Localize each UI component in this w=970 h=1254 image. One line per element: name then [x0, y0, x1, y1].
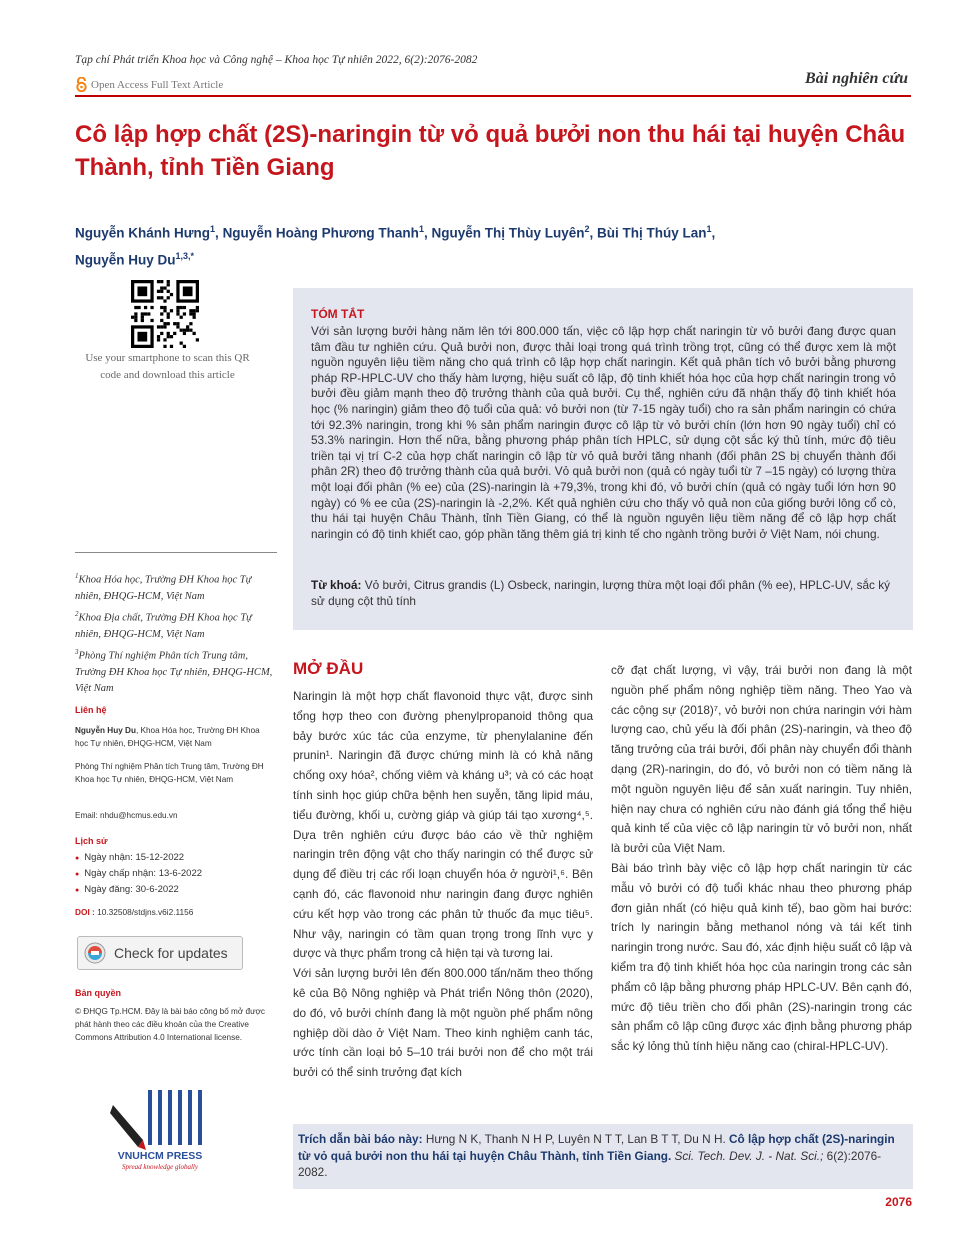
- history-heading: Lịch sử: [75, 836, 108, 846]
- intro-column-1: [293, 687, 593, 1083]
- contact-person: Nguyễn Huy Du, Khoa Hóa học, Trường ĐH Khoa học Tự nhiên, ĐHQG-HCM, Việt Nam: [75, 726, 260, 748]
- copyright-text: © ĐHQG Tp.HCM. Đây là bài báo công bố mở được phát hành theo các điều khoản của the Creative Commons Attribution 4.0 International license.: [75, 1007, 266, 1042]
- intro-paragraph-4: Bài báo trình bày việc cô lập hợp chất naringin từ các mẫu vỏ bưởi có độ tuổi khác nhau theo phương pháp đơn giản nhất (có hiệu quả kinh tế), bao gồm hai bước: trích ly naringin bằng methanol nóng và tái kết tinh naringin trong nước. Sau đó, xác định hiệu suất cô lập và kiểm tra độ tinh khiết hóa học của naringin trong các sản phẩm cô lập bằng phương pháp HPLC-UV. Bên cạnh đó, mức độ tiêu triền cho đối phân (2S)-naringin trong các sản phẩm cô lập cũng được xác định bằng phương pháp sắc ký lỏng thủ tính hiệu năng cao (chiral-HPLC-UV).: [611, 860, 912, 1054]
- published-date: ● Ngày đăng: 30-6-2022: [75, 882, 202, 898]
- accepted-date: ● Ngày chấp nhận: 13-6-2022: [75, 866, 202, 882]
- author-name: Nguyễn Khánh Hưng: [75, 225, 211, 241]
- author-affiliation-mark: 1: [706, 224, 712, 234]
- page-number: 2076: [885, 1195, 912, 1209]
- article-title: Cô lập hợp chất (2S)-naringin từ vỏ quả bưởi non thu hái tại huyện Châu Thành, tỉnh Tiền Giang: [75, 121, 906, 181]
- contact-lab: Phòng Thí nghiệm Phân tích Trung tâm, Trường ĐH Khoa học Tự nhiên, ĐHQG-HCM, Việt Nam: [75, 762, 264, 784]
- open-access-text: Open Access Full Text Article: [91, 78, 224, 91]
- author-name: Bùi Thị Thúy Lan: [597, 225, 707, 241]
- author-name: Nguyễn Huy Du: [75, 252, 176, 267]
- copyright-heading: Bản quyền: [75, 988, 122, 998]
- header-divider: [75, 95, 911, 97]
- intro-paragraph-3: cỡ đạt chất lượng, vì vậy, trái bưởi non đang là một nguồn phế phẩm nông nghiệp tiềm năng. Theo Yao và các cộng sự (2018)⁷, vỏ bưởi non chứa naringin với hàm lượng cao, chủ yếu là đối phân (2S)-naringin, và theo độ tăng trưởng của trái bưởi, đối phân này chuyển đổi thành dạng (2R)-naringin, do đó, vỏ bưởi non có tiềm năng là một nguồn nguyên liệu để sản xuất naringin. Tuy nhiên, hiện nay chưa có nghiên cứu nào đánh giá tổng thể hiệu quả kinh tế của việc cô lập naringin từ vỏ bưởi non, nhất là bưởi của Việt Nam.: [611, 663, 912, 856]
- journal-citation: Tạp chí Phát triển Khoa học và Công nghệ – Khoa học Tự nhiên 2022, 6(2):2076-2082: [75, 54, 478, 66]
- keywords: [311, 578, 896, 609]
- author-list: Nguyễn Khánh Hưng$^1$, Nguyễn Hoàng Phương Thanh$^1$, Nguyễn Thị Thùy Luyên$^2$, Bùi Thị Thúy Lan$^1$, Nguyễn Huy $Du^{1,3,*}$: [75, 224, 716, 267]
- keywords-label: Từ khoá:: [311, 578, 362, 592]
- citation-text: Trích dẫn bài báo này: Hưng N K, Thanh N H P, Luyên N T T, Lan B T T, Du N H. Cô lập hợp chất (2S)-naringin từ vỏ quả bưởi non thu hái tại huyện Châu Thành, tỉnh Tiền Giang. Sci. Tech. Dev. J. - Nat. Sci.; 6(2):2076-2082.: [298, 1132, 895, 1179]
- author-affiliation-mark: 1,3,*: [175, 250, 195, 261]
- author-name: Nguyễn Thị Thùy Luyên: [431, 225, 585, 241]
- contact-email[interactable]: Email: nhdu@hcmus.edu.vn: [75, 811, 178, 820]
- sidebar-divider: [75, 552, 277, 553]
- affiliation-1: $^1$Khoa Hóa học, Trường ĐH Khoa học Tự nhiên, ĐHQG-HCM, Việt Nam: [75, 572, 252, 602]
- check-for-updates-label: Check for updates: [114, 945, 228, 961]
- author-affiliation-mark: 2: [584, 224, 590, 234]
- affiliation-2: $^2$Khoa Địa chất, Trường ĐH Khoa học Tự nhiên, ĐHQG-HCM, Việt Nam: [75, 610, 252, 640]
- qr-code[interactable]: [131, 280, 199, 348]
- intro-paragraph-1: Naringin là một hợp chất flavonoid thực vật, được sinh tổng hợp theo con đường phenylpropanoid thông qua bảy bước xúc tác của enzyme, từ phenylalanine đến prunin¹. Naringin đã được chứng minh là có khả năng chống oxy hóa², chống viêm và kháng u³; và có các hoạt tính sinh học giúp chữa bệnh hen suyễn, tăng lipid máu, tiểu đường, khối u, cường giáp và giúp tái tạo xương⁴,⁵. Dựa trên nghiên cứu được báo cáo về thử nghiệm naringin trên động vật cho thấy naringin có thể được sử dụng để điều trị các rối loạn chuyển hóa ở người¹,⁶. Bên cạnh đó, các flavonoid như naringin đang được nghiên cứu kết hợp vào trong các phân tử thuốc đa mục tiêu⁵. Như vậy, naringin có tầm quan trọng trong lĩnh vực y dược và thực phẩm trong cả hiện tại và tương lai.: [293, 689, 593, 961]
- crossmark-icon: [84, 942, 106, 964]
- publisher-name: VNUHCM PRESS: [117, 1150, 203, 1162]
- author-affiliation-mark: 1: [418, 224, 424, 234]
- abstract-text: Với sản lượng bưởi hàng năm lên tới 800.000 tấn, việc cô lập hợp chất naringin từ vỏ bưởi đang được quan tâm đầu tư nghiên cứu. Quả bưởi non, được thải loại trong quá trình trồng trọt, cũng có thể được xem là một nguồn nguyên liệu tiềm năng cho quá trình cô lập hợp chất naringin. Kết quả phân tích vỏ bưởi bằng phương pháp RP-HPLC-UV cho thấy hàm lượng, hiệu suất cô lập, độ tinh khiết hóa học của hợp chất naringin trong vỏ bưởi đều giảm mạnh theo độ trưởng thành của quả bưởi. Cụ thể, nghiên cứu đã nhận thấy độ tinh khiết hóa học (% naringin) giảm theo độ tuổi của quả: vỏ bưởi non (từ 7-15 ngày tuổi) cho ra sản phẩm naringin có chứa tới 92.3% naringin, trong khi % sản phẩm naringin được cô lập từ vỏ bưởi chín (lớn hơn 90 ngày tuổi) chỉ có 53.3% naringin. Hơn thế nữa, bằng phương pháp phân tích HPLC, sử dụng cột sắc ký thủ tính, mức độ tiêu triền tại vị trí C-2 của hợp chất naringin cô lập từ vỏ quả bưởi tăng nhanh (đối phân 2S bị chuyển thành đối phân 2R) theo độ trưởng thành của quả bưởi. Vỏ quả bưởi non (quả có ngày tuổi từ 7 –15 ngày) có lượng thừa một loại đối phân (% ee) của (2S)-naringin là +79,3%, trong khi đó, vỏ bưởi chín (quả có ngày tuổi lớn hơn 90 ngày) có % ee của (2S)-naringin là -2,2%. Kết quả nghiên cứu cho thấy vỏ quả non của giống bưởi lông cổ cò, thu hái tại huyện Châu Thành, tỉnh Tiền Giang, có thể là nguồn nguyên liệu tiềm năng để cô lập hợp chất naringin có độ tinh khiết cao, góp phần tăng thêm giá trị kinh tế cho ngành trồng bưởi ở Việt Nam, nói chung.: [311, 324, 896, 541]
- author-affiliation-mark: 1: [210, 224, 216, 234]
- affiliation-3: $^3$Phòng Thí nghiệm Phân tích Trung tâm, Trường ĐH Khoa học Tự nhiên, ĐHQG-HCM, Việt Nam: [75, 648, 273, 694]
- intro-column-2: [611, 661, 912, 1057]
- citation-label: Trích dẫn bài báo này:: [298, 1132, 423, 1146]
- abstract-heading: TÓM TẮT: [311, 307, 365, 321]
- contact-heading: Liên hệ: [75, 705, 107, 715]
- doi[interactable]: DOI : 10.32508/stdjns.v6i2.1156: [75, 907, 194, 917]
- keywords-text: Vỏ bưởi, Citrus grandis (L) Osbeck, naringin, lượng thừa một loại đối phân (% ee), HPLC-UV, sắc ký sử dụng cột thủ tính: [311, 578, 891, 608]
- open-access-label: [75, 77, 223, 92]
- intro-heading: MỞ ĐẦU: [293, 659, 364, 678]
- received-date: ● Ngày nhận: 15-12-2022: [75, 850, 202, 866]
- article-type: Bài nghiên cứu: [805, 70, 908, 87]
- check-for-updates-button[interactable]: [77, 936, 243, 970]
- qr-caption: Use your smartphone to scan this QR code and download this article: [85, 352, 250, 381]
- author-name: Nguyễn Hoàng Phương Thanh: [222, 225, 419, 241]
- history-list: [75, 850, 202, 898]
- publisher-slogan: Spread knowledge globally: [122, 1163, 198, 1171]
- intro-paragraph-2: Với sản lượng bưởi lên đến 800.000 tấn/năm theo thống kê của Bộ Nông nghiệp và Phát triển Nông thôn (2020), do đó, vỏ bưởi chính đang là một nguồn phế phẩm nông nghiệp dồi dào ở Việt Nam. Theo kinh nghiệm canh tác, ước tính cần loại bỏ 5–10 trái bưởi non để cho một trái bưởi có thể sinh trưởng đạt kích: [293, 966, 593, 1080]
- open-access-icon: [75, 77, 88, 92]
